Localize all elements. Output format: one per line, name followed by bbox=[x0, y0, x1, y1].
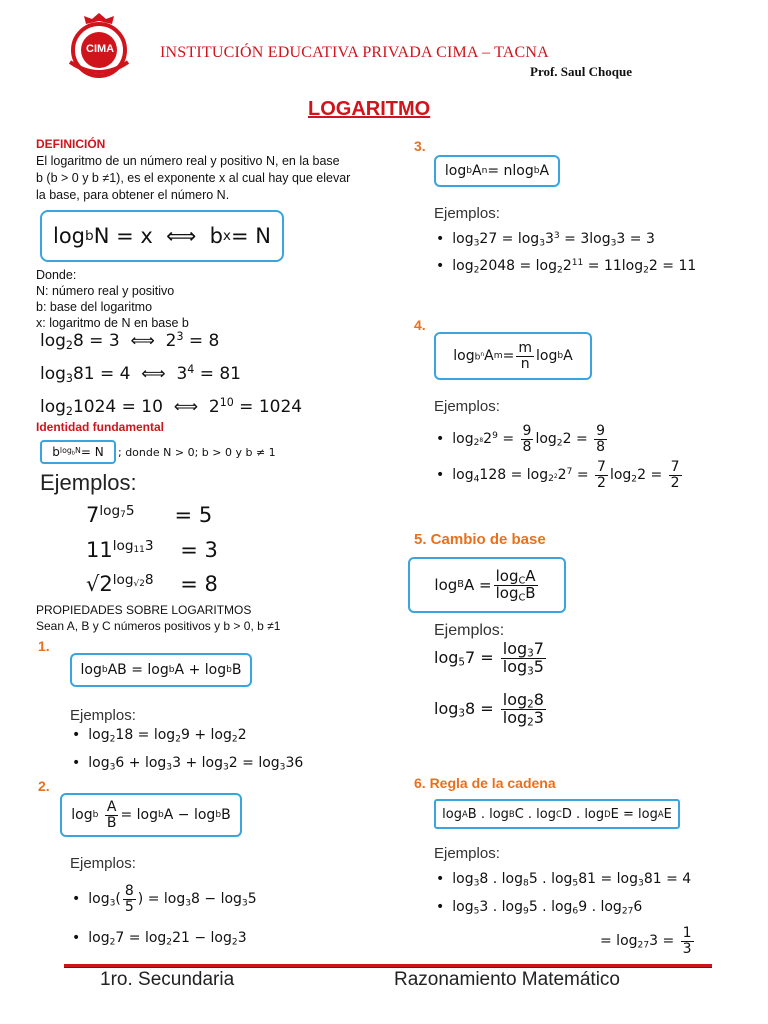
properties-subheading: Sean A, B y C números positivos y b > 0, b ≠1 bbox=[36, 619, 281, 633]
property-3-number: 3. bbox=[414, 138, 426, 154]
property-3-example-1: • $\log_327 = \log_33^3 = 3\log_33 = 3$ bbox=[436, 231, 655, 247]
donde-x: x: logaritmo de N en base b bbox=[36, 316, 189, 330]
property-6-formula: log A B . log B C . log C D . log D E = log A E bbox=[434, 799, 680, 829]
school-logo bbox=[60, 10, 138, 80]
footer-rule bbox=[64, 964, 712, 968]
identity-condition: ; donde N > 0; b > 0 y b ≠ 1 bbox=[118, 446, 276, 459]
properties-heading: PROPIEDADES SOBRE LOGARITMOS bbox=[36, 603, 252, 617]
property-3-formula: log b A n = nlog b A bbox=[434, 155, 560, 187]
property-2-number: 2. bbox=[38, 778, 50, 794]
property-3-example-2: • $\log_22048 = \log_22^{11} = 11\log_22 = 11$ bbox=[436, 258, 696, 274]
identity-heading: Identidad fundamental bbox=[36, 420, 165, 434]
property-5-heading: 5. Cambio de base bbox=[414, 531, 546, 548]
property-1-examples-label: Ejemplos: bbox=[70, 707, 136, 724]
footer-right: Razonamiento Matemático bbox=[394, 969, 620, 990]
identity-example-7: $7^{log_75}$ = 5 bbox=[86, 502, 213, 527]
property-2-examples-label: Ejemplos: bbox=[70, 855, 136, 872]
property-4-formula: log $b^n$ A m = $\frac{m}{n}$ log b A bbox=[434, 332, 592, 380]
donde-label: Donde: bbox=[36, 268, 77, 282]
teacher-name: Prof. Saul Choque bbox=[530, 64, 632, 79]
property-5-example-2: $\log_38$ = $\frac{\log_28}{\log_23}$ bbox=[434, 690, 544, 729]
property-5-example-1: $\log_57$ = $\frac{\log_37}{\log_35}$ bbox=[434, 639, 544, 678]
identity-formula: b $\log_bN$ = N bbox=[40, 440, 116, 464]
definition-line-2: b (b > 0 y b ≠1), es el exponente x al cual hay que elevar bbox=[36, 171, 351, 185]
identity-example-sqrt2: $√2^{log_{√2}8}$ = 8 bbox=[86, 571, 218, 596]
property-1-number: 1. bbox=[38, 638, 50, 654]
property-2-formula: log b $\frac{A}{B}$ = log b A − log b B bbox=[60, 793, 242, 837]
donde-n: N: número real y positivo bbox=[36, 284, 175, 298]
definition-heading: DEFINICIÓN bbox=[36, 137, 106, 151]
property-6-example-2: • $\log_53$ . $\log_95$ . $\log_69$ . $\log_{27}6$ bbox=[436, 899, 642, 915]
property-4-example-2: • $\log_4128 = \log_{2^2}2^7$ = $\frac{7}{2}$ $\log_22$ = $\frac{7}{2}$ bbox=[436, 460, 684, 490]
property-1-example-2: • $\log_36 + \log_33 + \log_32 = \log_336$ bbox=[72, 755, 303, 771]
property-4-example-1: • $\log_{2^8}2^9$ = $\frac{9}{8}$ $\log_22$ = $\frac{9}{8}$ bbox=[436, 424, 609, 454]
property-6-examples-label: Ejemplos: bbox=[434, 845, 500, 862]
property-2-example-2: • $\log_27 = \log_221 - \log_23$ bbox=[72, 930, 247, 946]
property-6-heading: 6. Regla de la cadena bbox=[414, 775, 556, 791]
page-title: LOGARITMO bbox=[308, 98, 431, 120]
property-6-example-2-result: = $\log_{27}3$ = $\frac{1}{3}$ bbox=[600, 925, 692, 957]
property-1-formula: log b AB = log b A + log b B bbox=[70, 653, 252, 687]
property-3-examples-label: Ejemplos: bbox=[434, 205, 500, 222]
definition-line-3: la base, para obtener el número N. bbox=[36, 188, 230, 202]
property-4-number: 4. bbox=[414, 317, 426, 333]
donde-b: b: base del logaritmo bbox=[36, 300, 153, 314]
example-log3-81: $\log_381 = 4$ ⟺ $3^4 = 81$ bbox=[40, 362, 241, 385]
school-name: INSTITUCIÓN EDUCATIVA PRIVADA CIMA – TACNA bbox=[160, 44, 549, 61]
property-4-examples-label: Ejemplos: bbox=[434, 398, 500, 415]
definition-formula: log b N = x ⟺ b x = N bbox=[40, 210, 284, 262]
example-log2-8: $\log_28 = 3$ ⟺ $2^3 = 8$ bbox=[40, 329, 220, 352]
footer-left: 1ro. Secundaria bbox=[100, 969, 235, 990]
property-1-example-1: • $\log_218 = \log_29 + \log_22$ bbox=[72, 727, 247, 743]
logo-text: CIMA bbox=[86, 43, 115, 55]
identity-examples-label: Ejemplos: bbox=[40, 470, 137, 495]
property-5-examples-label: Ejemplos: bbox=[434, 622, 505, 639]
property-2-example-1: • $\log_3$( $\frac{8}{5}$ ) = $\log_38 - \log_35$ bbox=[72, 884, 257, 914]
identity-example-11: $11^{log_{11}3}$ = 3 bbox=[86, 537, 218, 562]
property-5-formula: log B A = $\frac{\log_CA}{\log_CB}$ bbox=[408, 557, 566, 613]
example-log2-1024: $\log_21024 = 10$ ⟺ $2^{10} = 1024$ bbox=[40, 395, 303, 418]
property-6-example-1: • $\log_38$ . $\log_85$ . $\log_581 = \log_381 = 4$ bbox=[436, 871, 691, 887]
definition-line-1: El logaritmo de un número real y positivo N, en la base bbox=[36, 154, 340, 168]
